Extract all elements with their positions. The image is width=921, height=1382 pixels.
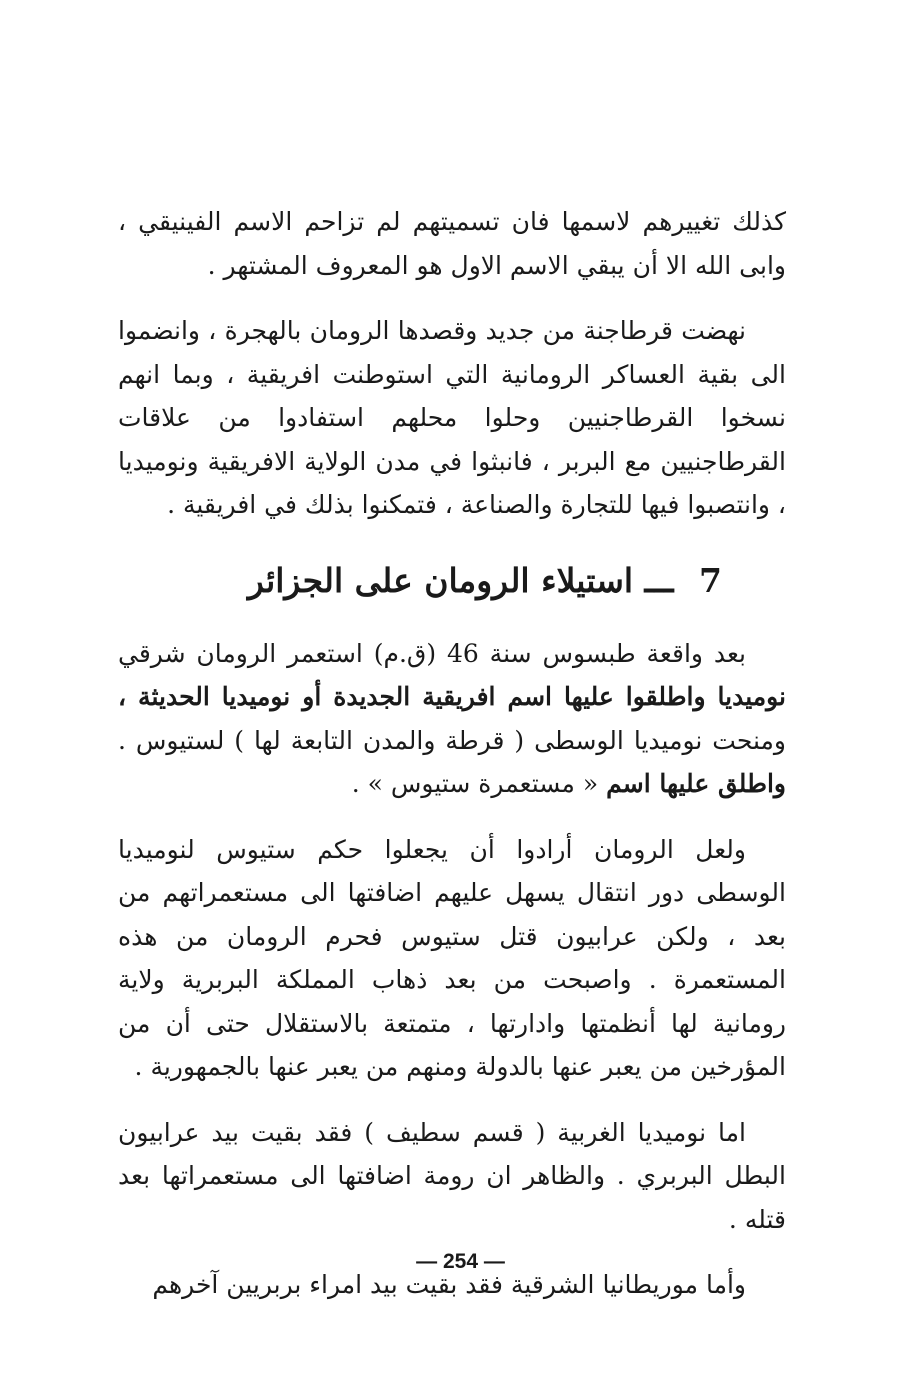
paragraph-3-tail-bold: واطلق عليها اسم	[606, 769, 786, 798]
paragraph-5	[118, 1111, 786, 1242]
paragraph-1-text: كذلك تغييرهم لاسمها فان تسميتهم لم تزاحم الاسم الفينيقي ، وابى الله الا أن يبقي الاسم الاول هو المعروف المشتهر .	[118, 207, 786, 280]
section-number: 7	[699, 560, 722, 600]
section-heading	[118, 561, 786, 600]
paragraph-6-text: وأما موريطانيا الشرقية فقد بقيت بيد امراء بربريين آخرهم	[152, 1270, 746, 1299]
paragraph-2-text: نهضت قرطاجنة من جديد وقصدها الرومان بالهجرة ، وانضموا الى بقية العساكر الرومانية التي استوطنت افريقية ، وبما انهم نسخوا القرطاجنيين وحلوا محلهم استفادوا من علاقات القرطاجنيين مع البربر ، فانبثوا في مدن الولاية الافريقية ونوميديا ، وانتصبوا فيها للتجارة والصناعة ، فتمكنوا بذلك في افريقية .	[118, 316, 786, 519]
paragraph-3-middle: ومنحت نوميديا الوسطى ( قرطة والمدن التابعة لها ) لستيوس .	[118, 725, 786, 755]
section-title: استيلاء الرومان على الجزائر	[247, 560, 634, 600]
paragraph-3-lead: بعد واقعة طبسوس سنة 46 (ق.م) استعمر الرومان شرقي	[118, 638, 746, 668]
section-dash: ـــ	[644, 560, 674, 600]
paragraph-3	[118, 632, 786, 806]
paragraph-2	[118, 309, 786, 527]
paragraph-4	[118, 828, 786, 1089]
page-body	[118, 200, 786, 1329]
paragraph-1	[118, 200, 786, 287]
paragraph-3-bold: نوميديا واطلقوا عليها اسم افريقية الجديدة أو نوميديا الحديثة ،	[118, 682, 786, 711]
paragraph-5-text: اما نوميديا الغربية ( قسم سطيف ) فقد بقيت بيد عرابيون البطل البربري . والظاهر ان رومة اضافتها الى مستعمراتها بعد قتله .	[118, 1117, 786, 1234]
paragraph-4-text: ولعل الرومان أرادوا أن يجعلوا حكم ستيوس لنوميديا الوسطى دور انتقال يسهل عليهم اضافتها الى مستعمراتهم من بعد ، ولكن عرابيون قتل ستيوس فحرم الرومان من هذه المستعمرة . واصبحت من بعد ذهاب المملكة البربرية ولاية رومانية لها أنظمتها وادارتها ، متمتعة بالاستقلال حتى أن من المؤرخين من يعبر عنها بالدولة ومنهم من يعبر عنها بالجمهورية .	[118, 834, 786, 1081]
page-number: — 254 —	[416, 1250, 505, 1273]
paragraph-3-tail: « مستعمرة ستيوس » .	[351, 769, 599, 798]
